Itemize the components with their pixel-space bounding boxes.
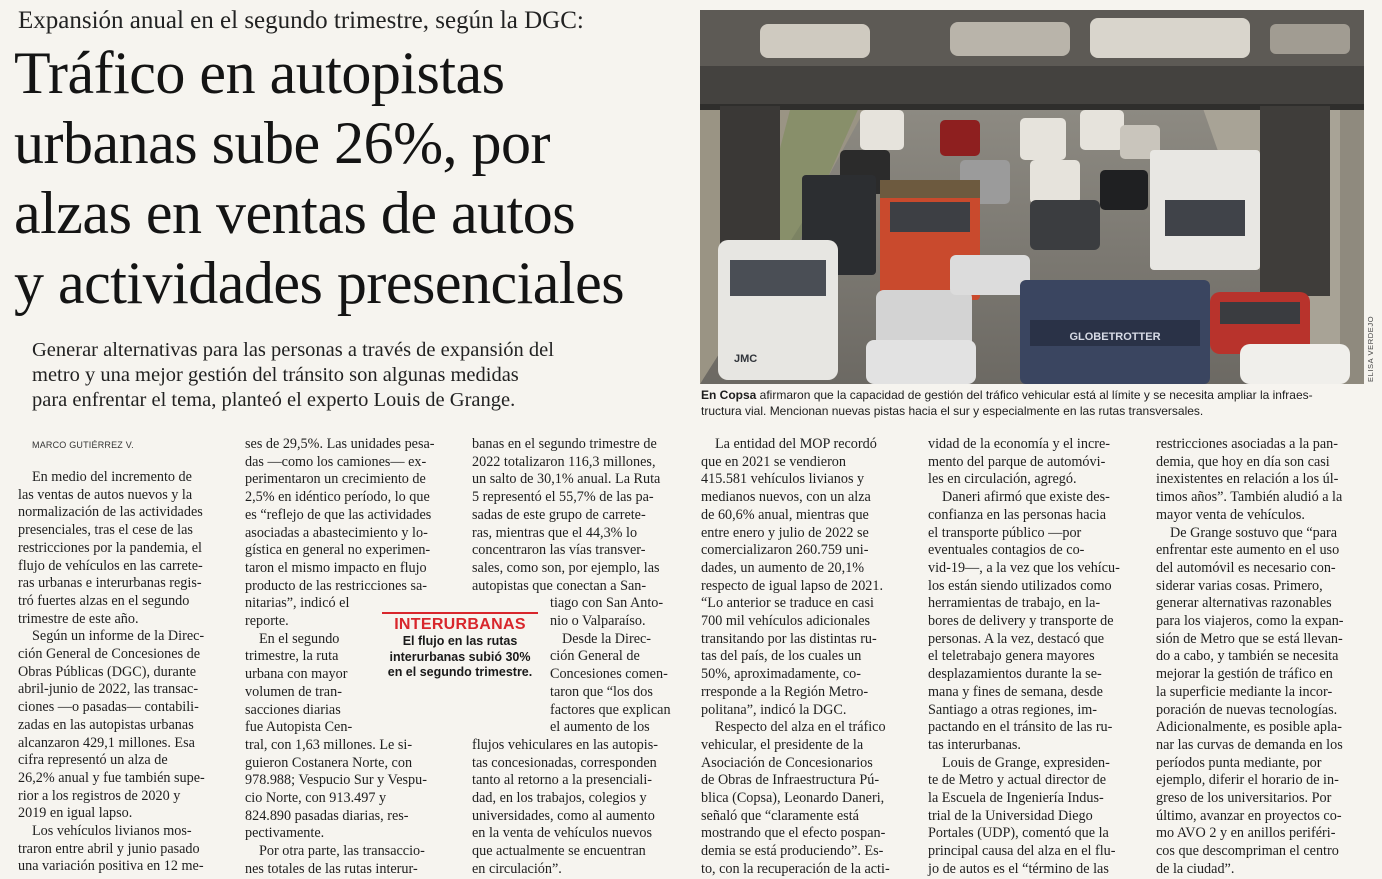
text-line: universidades, como al aumento [472,807,655,824]
text-line: politana”, indicó la DGC. [701,701,847,718]
caption-lead: En Copsa [701,388,757,402]
text-line: bores de delivery y transporte de [928,613,1114,630]
text-line: que en 2021 se vendieron [701,453,846,470]
text-line: respecto de igual lapso de 2021. [701,577,884,594]
photo-credit-text: ELISA VERDEJO [1366,315,1375,382]
text-line: Adicionalmente, es posible apla- [1156,719,1342,736]
text-line: sión de Metro que se está llevan- [1156,630,1343,647]
callout-rule [382,612,538,614]
text-line: tas del país, de los cuales un [701,648,862,665]
text-line: perimentaron un crecimiento de [245,471,426,488]
text-line: concentraron las vías transver- [472,542,646,559]
text-line: personas. A la vez, destacó que [928,630,1105,647]
text-line: banas en el segundo trimestre de [472,436,657,452]
text-line: fue Autopista Cen- [245,719,353,736]
text-line: tas concesionadas, corresponden [472,754,657,771]
text-line: sales, como son, por ejemplo, las [472,559,660,576]
text-line: 5 representó el 55,7% de las pa- [472,489,654,506]
text-line: del automóvil es necesario con- [1156,559,1336,576]
interurbanas-callout [382,612,538,688]
text-line: volumen de tran- [245,683,342,700]
text-line: timos años”. También aludió a la [1156,489,1343,506]
text-line: Obras Públicas (DGC), durante [18,663,197,680]
photo-caption [701,387,1365,419]
text-line: do a cabo, y también se necesita [1156,648,1339,665]
text-line: herramientas de trabajo, en la- [928,595,1101,612]
text-line: presenciales, tras el cese de las [18,522,193,539]
text-line: normalización de las actividades [18,504,203,521]
text-line: en la venta de vehículos nuevos [472,825,653,842]
text-line: trial de la Universidad Diego [928,807,1093,824]
traffic-photo [700,10,1364,384]
text-line: Santiago a otras regiones, im- [928,701,1098,718]
caption-text: afirmaron que la capacidad de gestión del tráfico vehicular está al límite y se necesita ampliar la infraes- [756,388,1313,402]
text-line: entre enero y julio de 2022 se [701,524,869,541]
text-line: la superficie mediante la incor- [1156,683,1333,700]
text-line: urbana con mayor [245,666,348,683]
caption-line: tructura vial. Mencionan nuevas pistas hacia el sur y especialmente en las rutas transversales. [701,404,1204,418]
dek-line: metro y una mejor gestión del tránsito son algunas medidas [32,364,519,386]
text-line: sadas de este grupo de carrete- [472,506,646,523]
text-line: 26,2% anual y fue también supe- [18,769,205,786]
text-line: rior a los registros de 2020 y [18,787,181,804]
text-line: dad, en los trabajos, colegios y [472,790,647,807]
dek-line: para enfrentar el tema, planteó el experto Louis de Grange. [32,389,516,411]
text-line: Portales (UDP), comentó que la [928,825,1109,842]
text-line: Louis de Grange, expresiden- [942,754,1110,771]
text-line: En medio del incremento de [32,469,192,485]
text-line: trimestre de este año. [18,610,139,627]
text-line: una variación positiva en 12 me- [18,858,204,875]
dek [32,338,692,413]
column-6 [1156,436,1368,879]
text-line: cos que descompriman el centro [1156,843,1339,860]
text-line: un salto de 30,1% anual. La Ruta [472,471,661,488]
text-line: autopistas que conectan a San- [472,577,647,594]
text-line: Respecto del alza en el tráfico [715,719,886,736]
text-line: te de Metro y actual director de [928,772,1107,789]
text-line: ras urbanas e interurbanas regis- [18,575,202,592]
photo-credit [1364,315,1378,384]
text-line: 700 mil vehículos adicionales [701,613,871,630]
text-line: 50%, aproximadamente, co- [701,666,861,683]
text-line: mostrando que el efecto pospan- [701,825,886,842]
text-line: mejorar la gestión de tráfico en [1156,666,1333,683]
text-line: enfrentar este aumento en el uso [1156,542,1340,559]
text-line: el aumento de los [550,719,650,736]
text-line: tral, con 1,63 millones. Le si- [245,736,413,753]
text-line: transitando por las distintas ru- [701,630,877,647]
text-line: restricciones por la pandemia, el [18,539,202,556]
text-line: cio Norte, con 913.497 y [245,790,387,807]
text-line: traron entre abril y junio pasado [18,840,200,857]
column-4 [701,436,913,879]
text-line: Concesiones comen- [550,666,668,683]
headline-line: alzas en ventas de autos [14,180,576,246]
text-line: Asociación de Concesionarios [701,754,873,771]
text-line: vehicular, el presidente de la [701,736,864,753]
text-line: das —como los camiones— ex- [245,453,427,470]
text-line: desplazamientos durante la se- [928,666,1102,683]
traffic-photo-illustration [700,10,1364,384]
text-line: ción General de Concesiones de [18,646,201,663]
text-line: mo AVO 2 y en anillos periféri- [1156,825,1336,842]
text-line: Desde la Direc- [562,630,652,647]
text-line: poración de nuevas tecnologías. [1156,701,1338,718]
text-line: dades, un aumento de 20,1% [701,559,865,576]
headline-line: y actividades presenciales [14,250,625,316]
column-1 [18,469,230,876]
text-line: 2,5% en idéntico período, lo que [245,489,430,506]
text-line: factores que explican [550,701,671,718]
text-line: mayor venta de vehículos. [1156,506,1305,523]
text-line: rresponde a la Región Metro- [701,683,869,700]
kicker: Expansión anual en el segundo trimestre, según la DGC: [18,7,584,34]
headline [14,38,694,318]
text-line: de Obras de Infraestructura Pú- [701,772,880,789]
text-line: pactando en el tránsito de las ru- [928,719,1113,736]
text-line: En el segundo [259,630,340,647]
text-line: Por otra parte, las transaccio- [259,843,425,860]
text-line: taron que “los dos [550,683,653,700]
callout-line: interurbanas subió 30% [389,649,531,664]
text-line: pectivamente. [245,825,325,842]
text-line: producto de las restricciones sa- [245,577,428,594]
callout-text [382,634,538,681]
text-line: señaló que “claramente está [701,807,859,824]
text-line: demia se está produciendo”. Es- [701,843,884,860]
text-line: Según un informe de la Direc- [32,628,205,645]
text-line: 824.890 pasadas diarias, res- [245,807,409,824]
text-line: nio o Valparaíso. [550,613,646,630]
text-line: vid-19—, a la vez que los vehícu- [928,559,1120,576]
text-line: De Grange sostuvo que “para [1170,524,1338,541]
text-line: nar las curvas de demanda en los [1156,736,1343,753]
text-line: La entidad del MOP recordó [715,436,877,452]
text-line: tiago con San Anto- [550,595,664,612]
text-line: generar alternativas razonables [1156,595,1332,612]
text-line: reporte. [245,613,289,630]
text-line: medianos nuevos, con un alza [701,489,871,506]
text-line: flujo de vehículos en las carrete- [18,557,203,574]
text-line: abril-junio de 2022, las transac- [18,681,199,698]
text-line: demia, que hoy en día son casi [1156,453,1330,470]
text-line: cifra representó un alza de [18,752,168,769]
van-brand-text: JMC [734,353,758,365]
text-line: último, avanzar en proyectos co- [1156,807,1342,824]
text-line: en circulación”. [472,860,562,877]
text-line: tanto al retorno a la presenciali- [472,772,653,789]
text-line: Daneri afirmó que existe des- [942,489,1110,506]
headline-line: urbanas sube 26%, por [14,110,551,176]
text-line: 2022 totalizaron 116,3 millones, [472,453,656,470]
text-line: alcanzaron 429,1 millones. Esa [18,734,195,751]
text-line: jo de autos es el “término de las [928,860,1109,877]
text-line: el teletrabajo genera mayores [928,648,1095,665]
truck-sign-text: GLOBETROTTER [1069,331,1161,343]
text-line: asociadas a abastecimiento y lo- [245,524,428,541]
text-line: ción General de [550,648,640,665]
text-line: la Escuela de Ingeniería Indus- [928,790,1104,807]
text-line: ciones —o pasadas— contabili- [18,699,199,716]
text-line: gística en general no experimen- [245,542,431,559]
text-line: de la ciudad”. [1156,860,1235,877]
byline: MARCO GUTIÉRREZ V. [32,440,134,450]
text-line: guieron Costanera Norte, con [245,754,413,771]
text-line: sacciones diarias [245,701,341,718]
text-line: vidad de la economía y el incre- [928,436,1110,452]
text-line: el transporte público —por [928,524,1082,541]
text-line: nes totales de las rutas interur- [245,860,418,877]
text-line: flujos vehiculares en las autopis- [472,736,658,753]
text-line: blica (Copsa), Leonardo Daneri, [701,790,885,807]
text-line: “Lo anterior se traduce en casi [701,595,874,612]
dek-line: Generar alternativas para las personas a través de expansión del [32,339,554,361]
column-5 [928,436,1140,879]
callout-tag: INTERURBANAS [394,616,526,633]
text-line: principal causa del alza en el flu- [928,843,1116,860]
callout-line: en el segundo trimestre. [387,665,533,679]
text-line: ejemplo, diferir el horario de in- [1156,772,1339,789]
text-line: es “reflejo de que las actividades [245,506,432,523]
text-line: ras, mientras que el 44,3% lo [472,524,638,541]
text-line: trimestre, la ruta [245,648,339,665]
text-line: taron el mismo impacto en flujo [245,559,427,576]
text-line: Los vehículos livianos mos- [32,823,192,840]
text-line: confianza en las personas hacia [928,506,1107,523]
text-line: períodos punta mediante, por [1156,754,1322,771]
text-line: greso de los universitarios. Por [1156,790,1332,807]
text-line: 2019 en igual lapso. [18,805,133,822]
text-line: que actualmente se encuentran [472,843,646,860]
text-line: ses de 29,5%. Las unidades pesa- [245,436,435,452]
text-line: 415.581 vehículos livianos y [701,471,865,488]
text-line: de 60,6% anual, mientras que [701,506,869,523]
headline-line: Tráfico en autopistas [14,40,505,106]
text-line: zadas en las autopistas urbanas [18,716,194,733]
text-line: eventuales contagios de co- [928,542,1085,559]
callout-line: El flujo en las rutas [402,634,518,648]
text-line: para los viajeros, como la expan- [1156,613,1344,630]
text-line: tró fuertes alzas en el segundo [18,592,190,609]
text-line: siderar varias cosas. Primero, [1156,577,1323,594]
text-line: mento del parque de automóvi- [928,453,1106,470]
text-line: mana y fines de semana, desde [928,683,1103,700]
text-line: restricciones asociadas a la pan- [1156,436,1338,452]
caption-line [701,387,1365,403]
text-line: nitarias”, indicó el [245,595,350,612]
text-line: 978.988; Vespucio Sur y Vespu- [245,772,427,789]
text-line: to, con la recuperación de la acti- [701,860,890,877]
text-line: tas interurbanas. [928,736,1021,753]
text-line: comercializaron 260.759 uni- [701,542,869,559]
text-line: las ventas de autos nuevos y la [18,486,193,503]
text-line: los están siendo utilizados como [928,577,1112,594]
text-line: les en circulación, agregó. [928,471,1077,488]
text-line: inexistentes en relación a los úl- [1156,471,1339,488]
